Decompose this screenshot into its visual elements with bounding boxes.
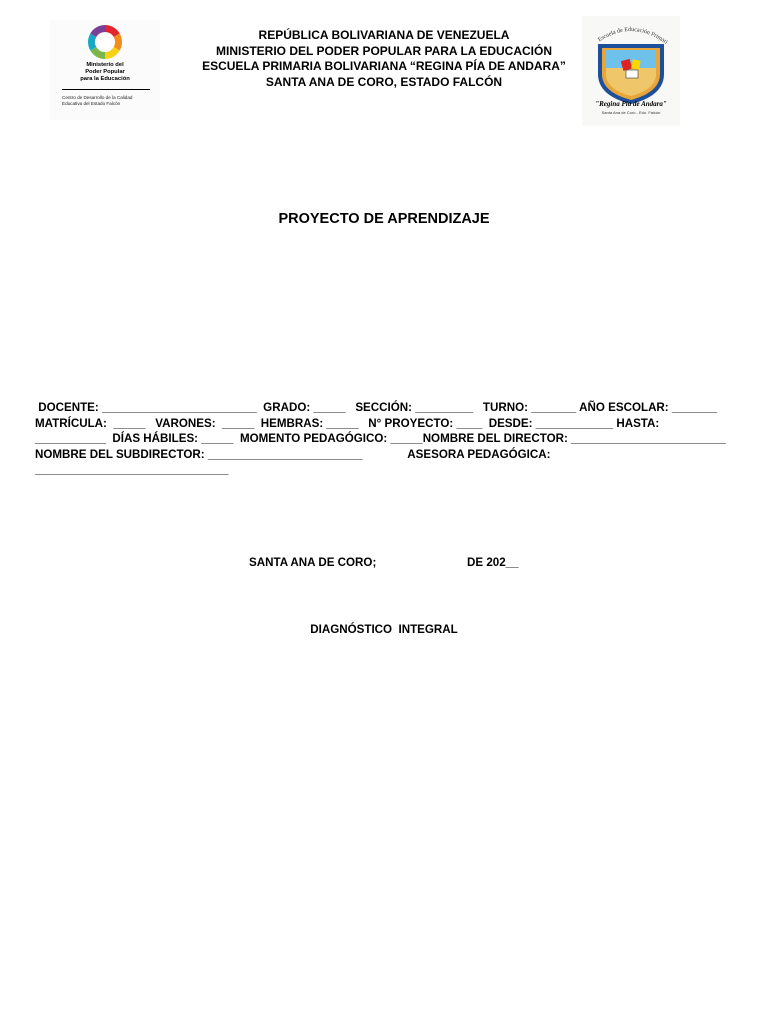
fields-line-dias-habiles: ___________ DÍAS HÁBILES: _____ MOMENTO PEDAGÓGICO: _____NOMBRE DEL DIRECTOR: ________________________ [35, 432, 726, 446]
header-line-ministry: MINISTERIO DEL PODER POPULAR PARA LA EDUCACIÓN [215, 43, 553, 58]
crest-subcaption: Santa Ana de Coro - Edo. Falcón [601, 110, 661, 115]
ministry-subtitle: Centro de Desarrollo de la Calidad Educativa del Estado Falcón [62, 95, 133, 106]
crest-arc-text: Escuela de Educación Primari [597, 26, 669, 46]
header-line-republic: REPÚBLICA BOLIVARIANA DE VENEZUELA [258, 28, 510, 42]
place-label: SANTA ANA DE CORO; [249, 556, 377, 569]
date-label: DE 202__ [467, 556, 519, 569]
fields-line-asesora-blank: ______________________________ [35, 463, 229, 477]
header-line-location: SANTA ANA DE CORO, ESTADO FALCÓN [265, 74, 503, 89]
project-fields [35, 400, 735, 478]
ministry-name: Ministerio del Poder Popular para la Educación [80, 62, 130, 82]
section-heading-diagnostico: DIAGNÓSTICO INTEGRAL [310, 623, 458, 636]
ministry-divider [62, 89, 150, 90]
document-title: PROYECTO DE APRENDIZAJE [278, 211, 490, 227]
crest-caption: "Regina Pía de Andara" [595, 100, 667, 108]
fields-line-matricula: MATRÍCULA: _____ VARONES: _____ HEMBRAS: _____ N° PROYECTO: ____ DESDE: ____________ HASTA: [35, 416, 660, 430]
document-header [180, 28, 588, 90]
fields-line-docente: DOCENTE: ________________________ GRADO: _____ SECCIÓN: _________ TURNO: _______ AÑO ESCOLAR: _______ [35, 401, 718, 414]
fields-line-subdirector: NOMBRE DEL SUBDIRECTOR: ________________________ ASESORA PEDAGÓGICA: [35, 447, 551, 461]
header-line-school: ESCUELA PRIMARIA BOLIVARIANA “REGINA PÍA DE ANDARA” [202, 59, 566, 73]
